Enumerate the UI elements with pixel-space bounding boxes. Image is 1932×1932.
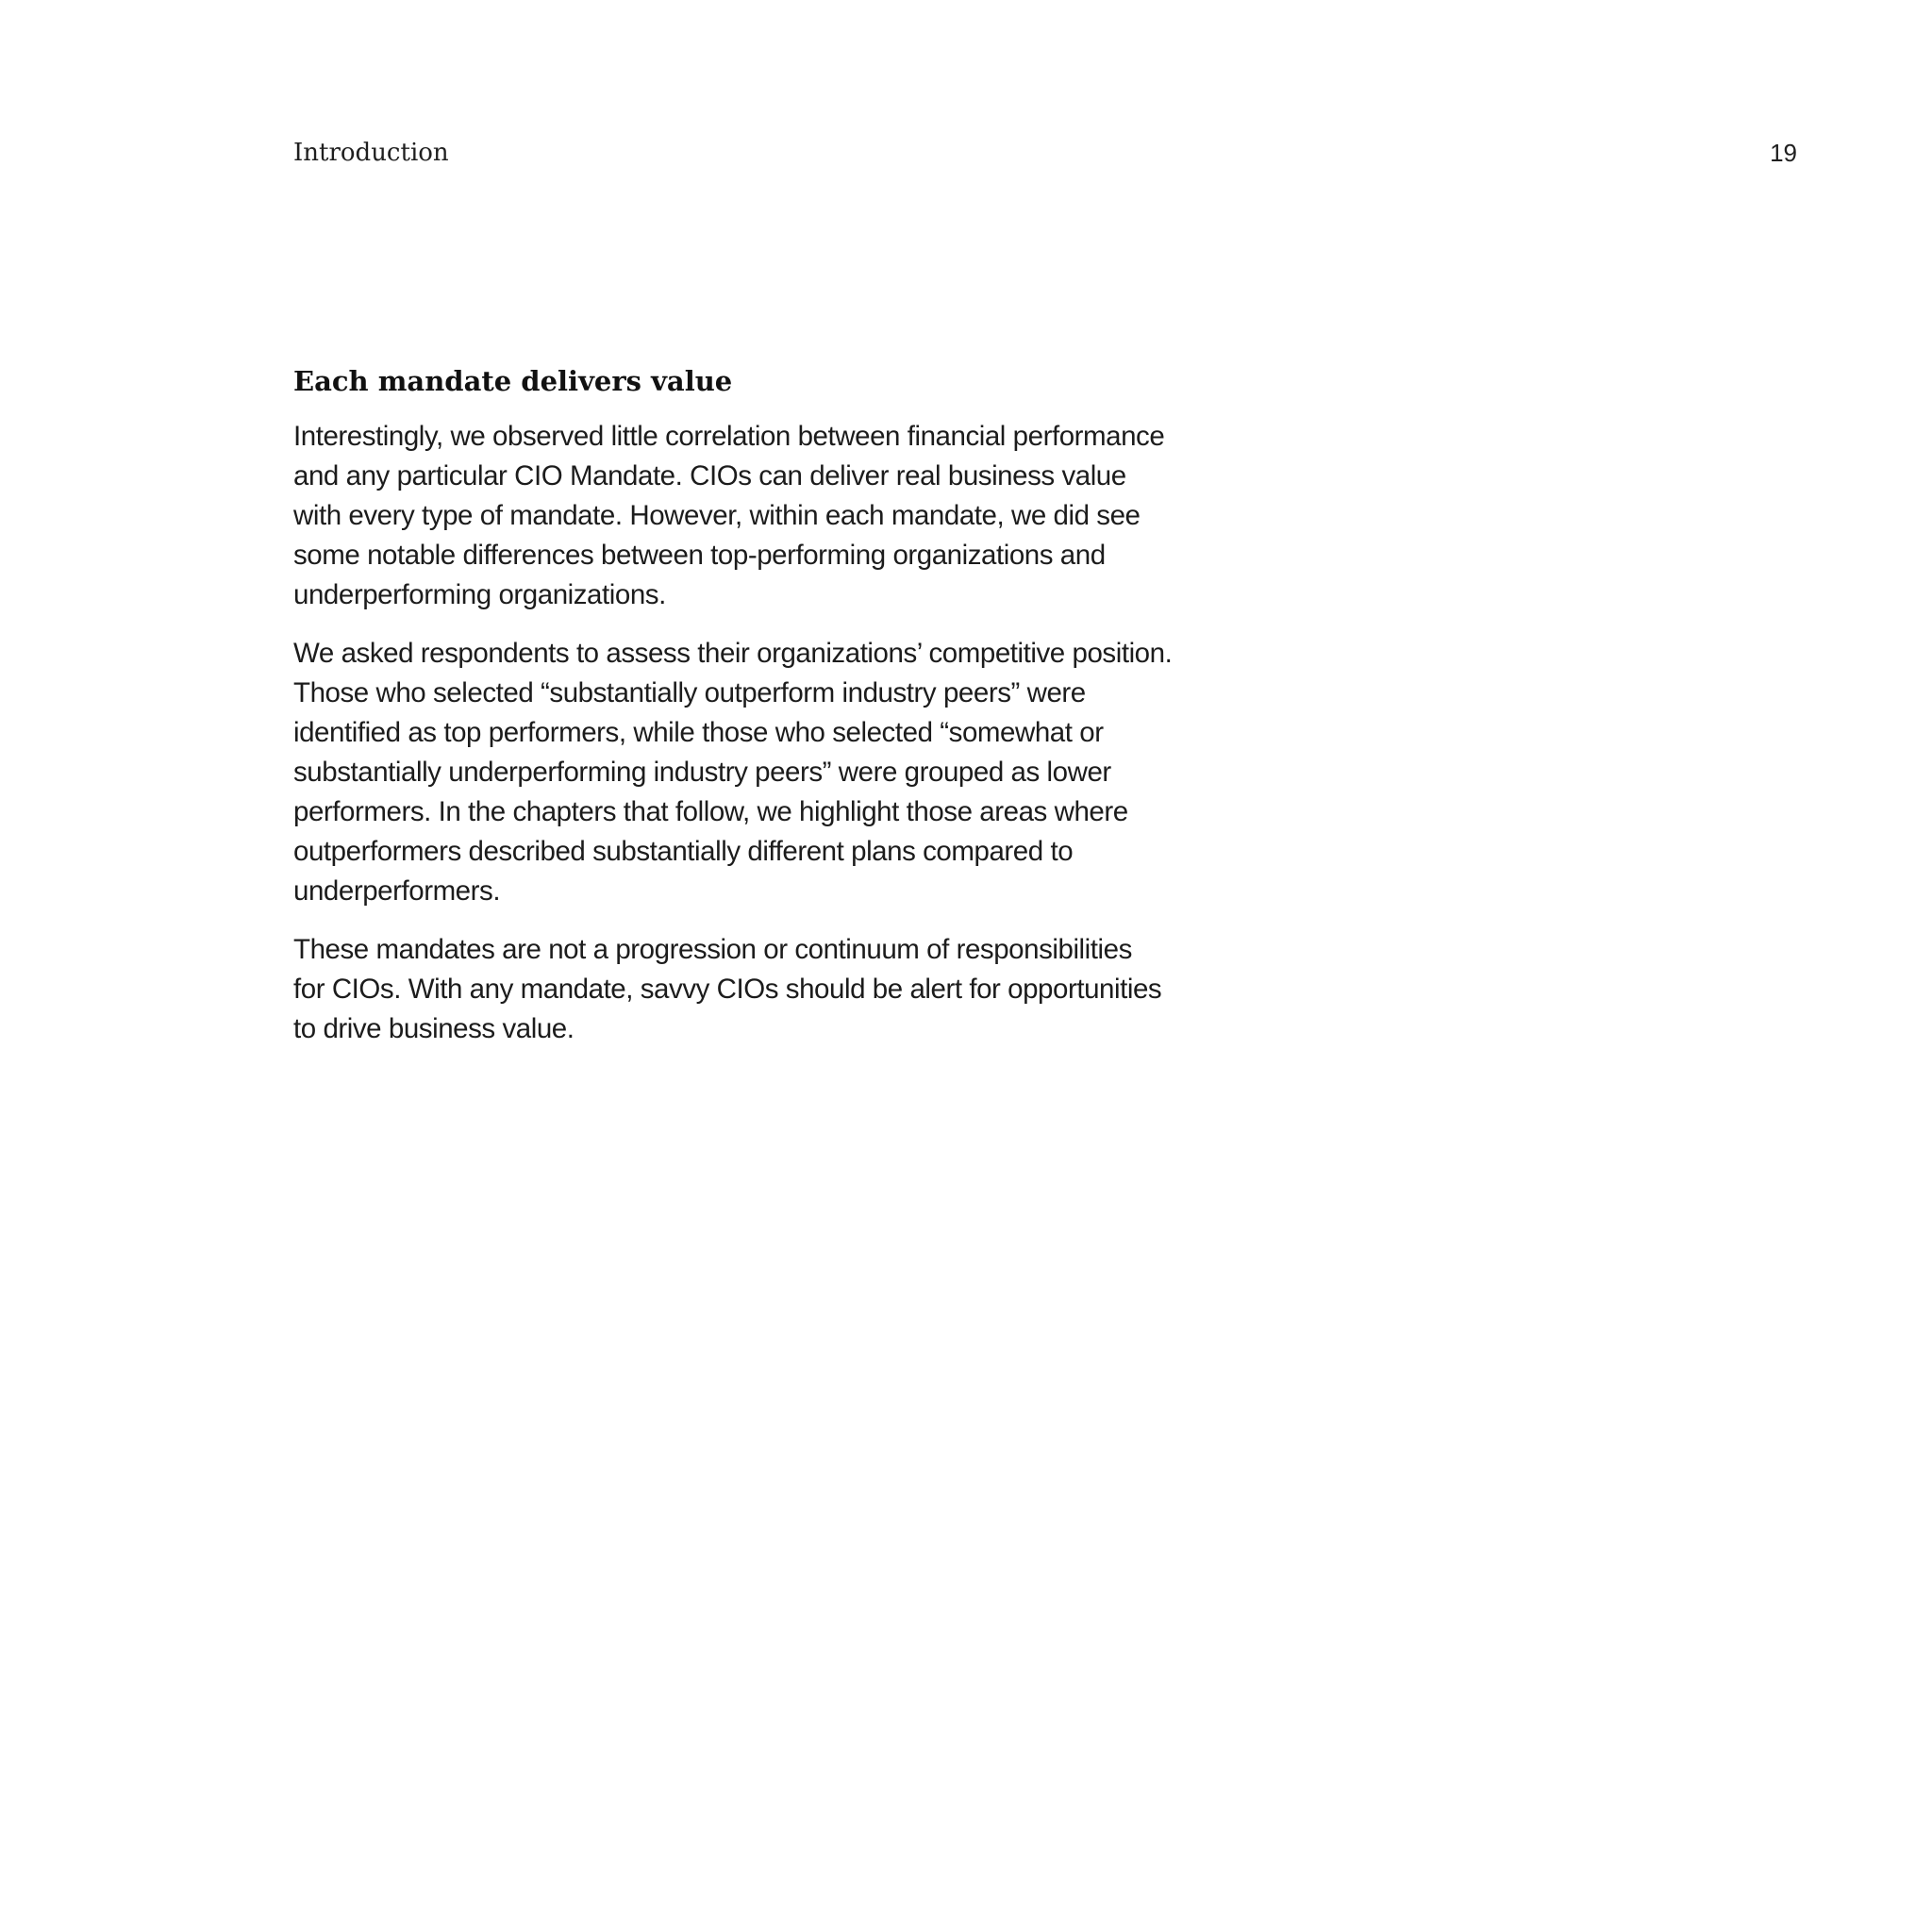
paragraph-line: outperformers described substantially different plans compared to — [293, 836, 1074, 867]
main-content — [293, 362, 1237, 1068]
paragraph-1 — [293, 417, 1237, 615]
paragraph-line: Those who selected “substantially outperform industry peers” were — [293, 677, 1086, 708]
section-heading: Each mandate delivers value — [293, 365, 733, 397]
page-number: 19 — [1770, 139, 1797, 167]
paragraph-line: We asked respondents to assess their organizations’ competitive position. — [293, 638, 1173, 669]
paragraph-line: underperforming organizations. — [293, 579, 666, 610]
paragraph-line: for CIOs. With any mandate, savvy CIOs should be alert for opportunities — [293, 974, 1162, 1005]
paragraph-line: Interestingly, we observed little correlation between financial performance — [293, 421, 1165, 452]
paragraph-line: to drive business value. — [293, 1013, 575, 1044]
paragraph-line: and any particular CIO Mandate. CIOs can deliver real business value — [293, 460, 1126, 491]
paragraph-3 — [293, 930, 1237, 1049]
running-header-section: Introduction — [293, 139, 449, 167]
paragraph-line: some notable differences between top-performing organizations and — [293, 540, 1106, 571]
paragraph-line: performers. In the chapters that follow, we highlight those areas where — [293, 796, 1128, 827]
paragraph-line: These mandates are not a progression or continuum of responsibilities — [293, 934, 1132, 965]
paragraph-2 — [293, 634, 1237, 911]
paragraph-line: with every type of mandate. However, within each mandate, we did see — [293, 500, 1141, 531]
paragraph-line: substantially underperforming industry peers” were grouped as lower — [293, 757, 1111, 788]
paragraph-line: identified as top performers, while those who selected “somewhat or — [293, 717, 1104, 748]
paragraph-line: underperformers. — [293, 875, 501, 907]
